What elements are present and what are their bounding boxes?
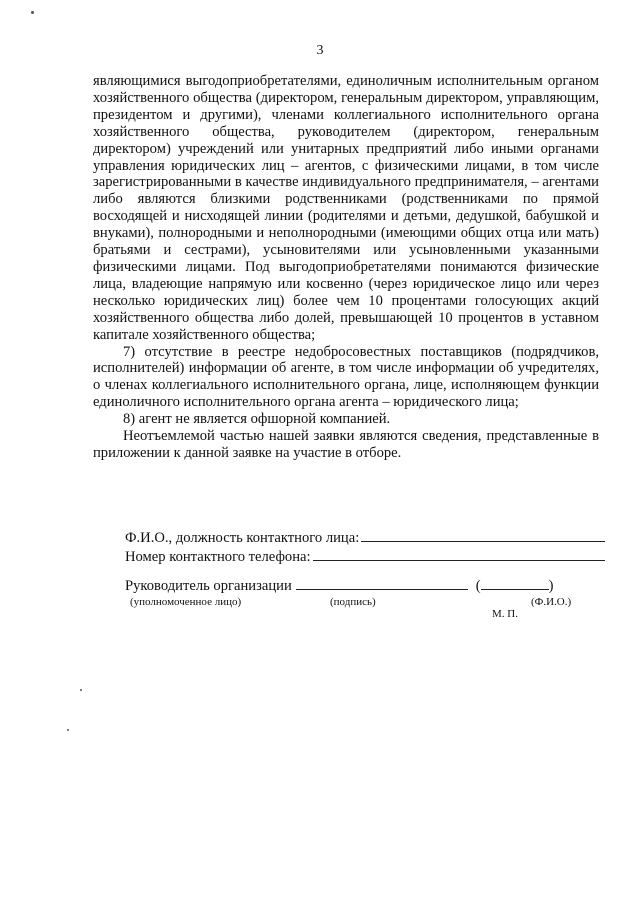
- signature-block: [125, 576, 605, 595]
- body-text: [93, 73, 599, 462]
- contact-name-label: Ф.И.О., должность контактного лица:: [125, 530, 360, 546]
- signature-field[interactable]: [296, 576, 468, 590]
- contact-phone-label: Номер контактного телефона:: [125, 549, 311, 565]
- name-field[interactable]: [481, 576, 549, 590]
- seal-label: М. П.: [492, 608, 518, 620]
- contact-phone-row: [125, 547, 605, 566]
- caption-signature: (подпись): [330, 596, 376, 608]
- open-paren: (: [475, 578, 481, 594]
- caption-authorized: (уполномоченное лицо): [130, 596, 242, 608]
- contact-name-row: [125, 528, 605, 547]
- paragraph-item-7: 7) отсутствие в реестре недобросовестных поставщиков (подрядчиков, исполнителей) информации об агенте, в том числе информации об учредителях, о членах коллегиального исполнительного органа, лице, исполняющем функции единоличного исполнительного органа агента – юридического лица;: [93, 343, 599, 411]
- scan-speck: [80, 689, 82, 691]
- contact-phone-field[interactable]: [313, 547, 605, 561]
- contact-name-field[interactable]: [361, 528, 605, 542]
- page-number: 3: [316, 43, 324, 58]
- scan-speck: [31, 11, 34, 14]
- close-paren: ): [548, 578, 554, 594]
- scan-speck: [67, 729, 69, 731]
- paragraph-beneficiaries: являющимися выгодоприобретателями, единоличным исполнительным органом хозяйственного общества (директором, генеральным директором, управляющим, президентом и другими), членами коллегиального исполнительного органа хозяйственного общества, руководителем (директором, генеральным директором) учреждений или унитарных предприятий либо иными органами управления юридических лиц – агентов, с физическими лицами, в том числе зарегистрированными в качестве индивидуального предпринимателя, – агентами либо являются близкими родственниками (родственниками по прямой восходящей и нисходящей линии (родителями и детьми, дедушкой, бабушкой и внуками), полнородными и неполнородными (имеющими общих отца или мать) братьями и сестрами), усыновителями или усыновленными указанными физическими лицами. Под выгодоприобретателями понимаются физические лица, владеющие напрямую или косвенно (через юридическое лицо или через несколько юридических лиц) более чем 10 процентами голосующих акций хозяйственного общества либо долей, превышающей 10 процентов в уставном капитале хозяйственного общества;: [93, 73, 599, 343]
- paragraph-item-8: 8) агент не является офшорной компанией.: [123, 411, 391, 428]
- caption-name: (Ф.И.О.): [531, 596, 572, 608]
- head-label: Руководитель организации: [125, 578, 292, 594]
- contact-block: [125, 528, 605, 566]
- paragraph-attachment-note: Неотъемлемой частью нашей заявки являются сведения, представленные в приложении к данной заявке на участие в отборе.: [93, 428, 599, 461]
